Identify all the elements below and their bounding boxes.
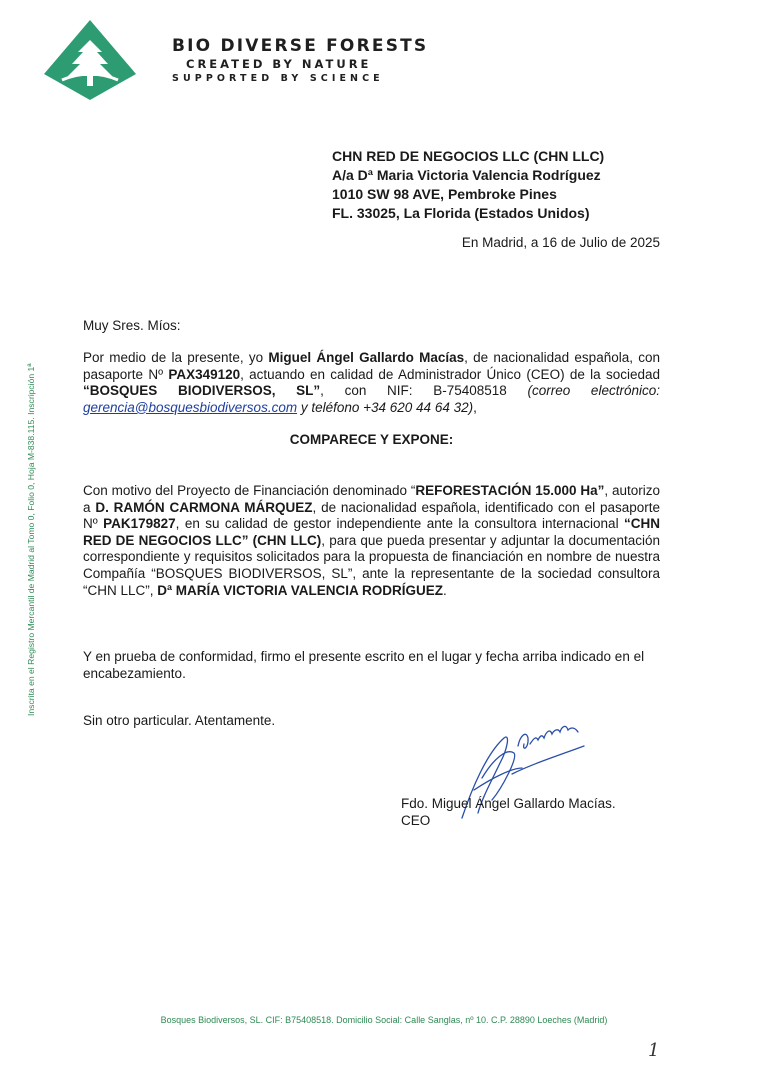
addressee-line: A/a Dª Maria Victoria Valencia Rodríguez xyxy=(332,167,601,183)
brand-tagline-1: CREATED BY NATURE xyxy=(186,57,372,71)
addressee-line: FL. 33025, La Florida (Estados Unidos) xyxy=(332,205,590,221)
letter-date: En Madrid, a 16 de Julio de 2025 xyxy=(461,235,660,250)
signer-role: CEO xyxy=(401,813,431,828)
brand-tagline-2: SUPPORTED BY SCIENCE xyxy=(172,73,384,84)
section-heading: COMPARECE Y EXPONE: xyxy=(289,432,454,447)
paragraph-authorization: Con motivo del Proyecto de Financiación denominado “REFORESTACIÓN 15.000 Ha”, autorizo a D. RAMÓN CARMONA MÁRQUEZ, de nacionalidad española, identificado con el pasaporte Nº PAK179827, en su calidad de gestor independiente ante la consultora internacional “CHN RED DE NEGOCIOS LLC” (CHN LLC), para que pueda presentar y adjuntar la documentación correspondiente y requisitos solicitados para la propuesta de financiación en nombre de nuestra Compañía “BOSQUES BIODIVERSOS, SL”, ante la representante de la sociedad consultora “CHN LLC”, Dª MARÍA VICTORIA VALENCIA RODRÍGUEZ. xyxy=(83,483,661,598)
footer-text: Bosques Biodiversos, SL. CIF: B75408518. Domicilio Social: Calle Sanglas, nº 10. C.P. 28890 Loeches (Madrid) xyxy=(160,1015,608,1025)
greeting: Muy Sres. Míos: xyxy=(83,318,181,333)
addressee-block xyxy=(332,147,604,223)
signature-block xyxy=(401,795,616,829)
addressee-line: CHN RED DE NEGOCIOS LLC (CHN LLC) xyxy=(332,148,605,164)
closing-line: Sin otro particular. Atentamente. xyxy=(83,713,276,728)
brand-header xyxy=(172,36,428,84)
page-number: 1 xyxy=(648,1040,660,1061)
paragraph-intro: Por medio de la presente, yo Miguel Ángel Gallardo Macías, de nacionalidad española, con pasaporte Nº PAX349120, actuando en calidad de Administrador Único (CEO) de la sociedad “BOSQUES BIODIVERSOS, SL”, con NIF: B-75408518 (correo electrónico: gerencia@bosquesbiodiversos.com y teléfono +34 620 44 64 32), xyxy=(83,350,660,415)
registry-note: Inscrita en el Registro Mercantil de Madrid al Tomo 0, Folio 0, Hoja M-838.115. Inscripción 1ª xyxy=(26,363,36,716)
addressee-line: 1010 SW 98 AVE, Pembroke Pines xyxy=(332,186,557,202)
signed-by: Fdo. Miguel Ángel Gallardo Macías. xyxy=(401,796,616,811)
paragraph-conformity: Y en prueba de conformidad, firmo el presente escrito en el lugar y fecha arriba indicado en el encabezamiento. xyxy=(83,649,645,681)
brand-logo-icon xyxy=(42,18,138,100)
email-link[interactable]: gerencia@bosquesbiodiversos.com xyxy=(83,399,298,415)
brand-name: BIO DIVERSE FORESTS xyxy=(172,36,429,56)
